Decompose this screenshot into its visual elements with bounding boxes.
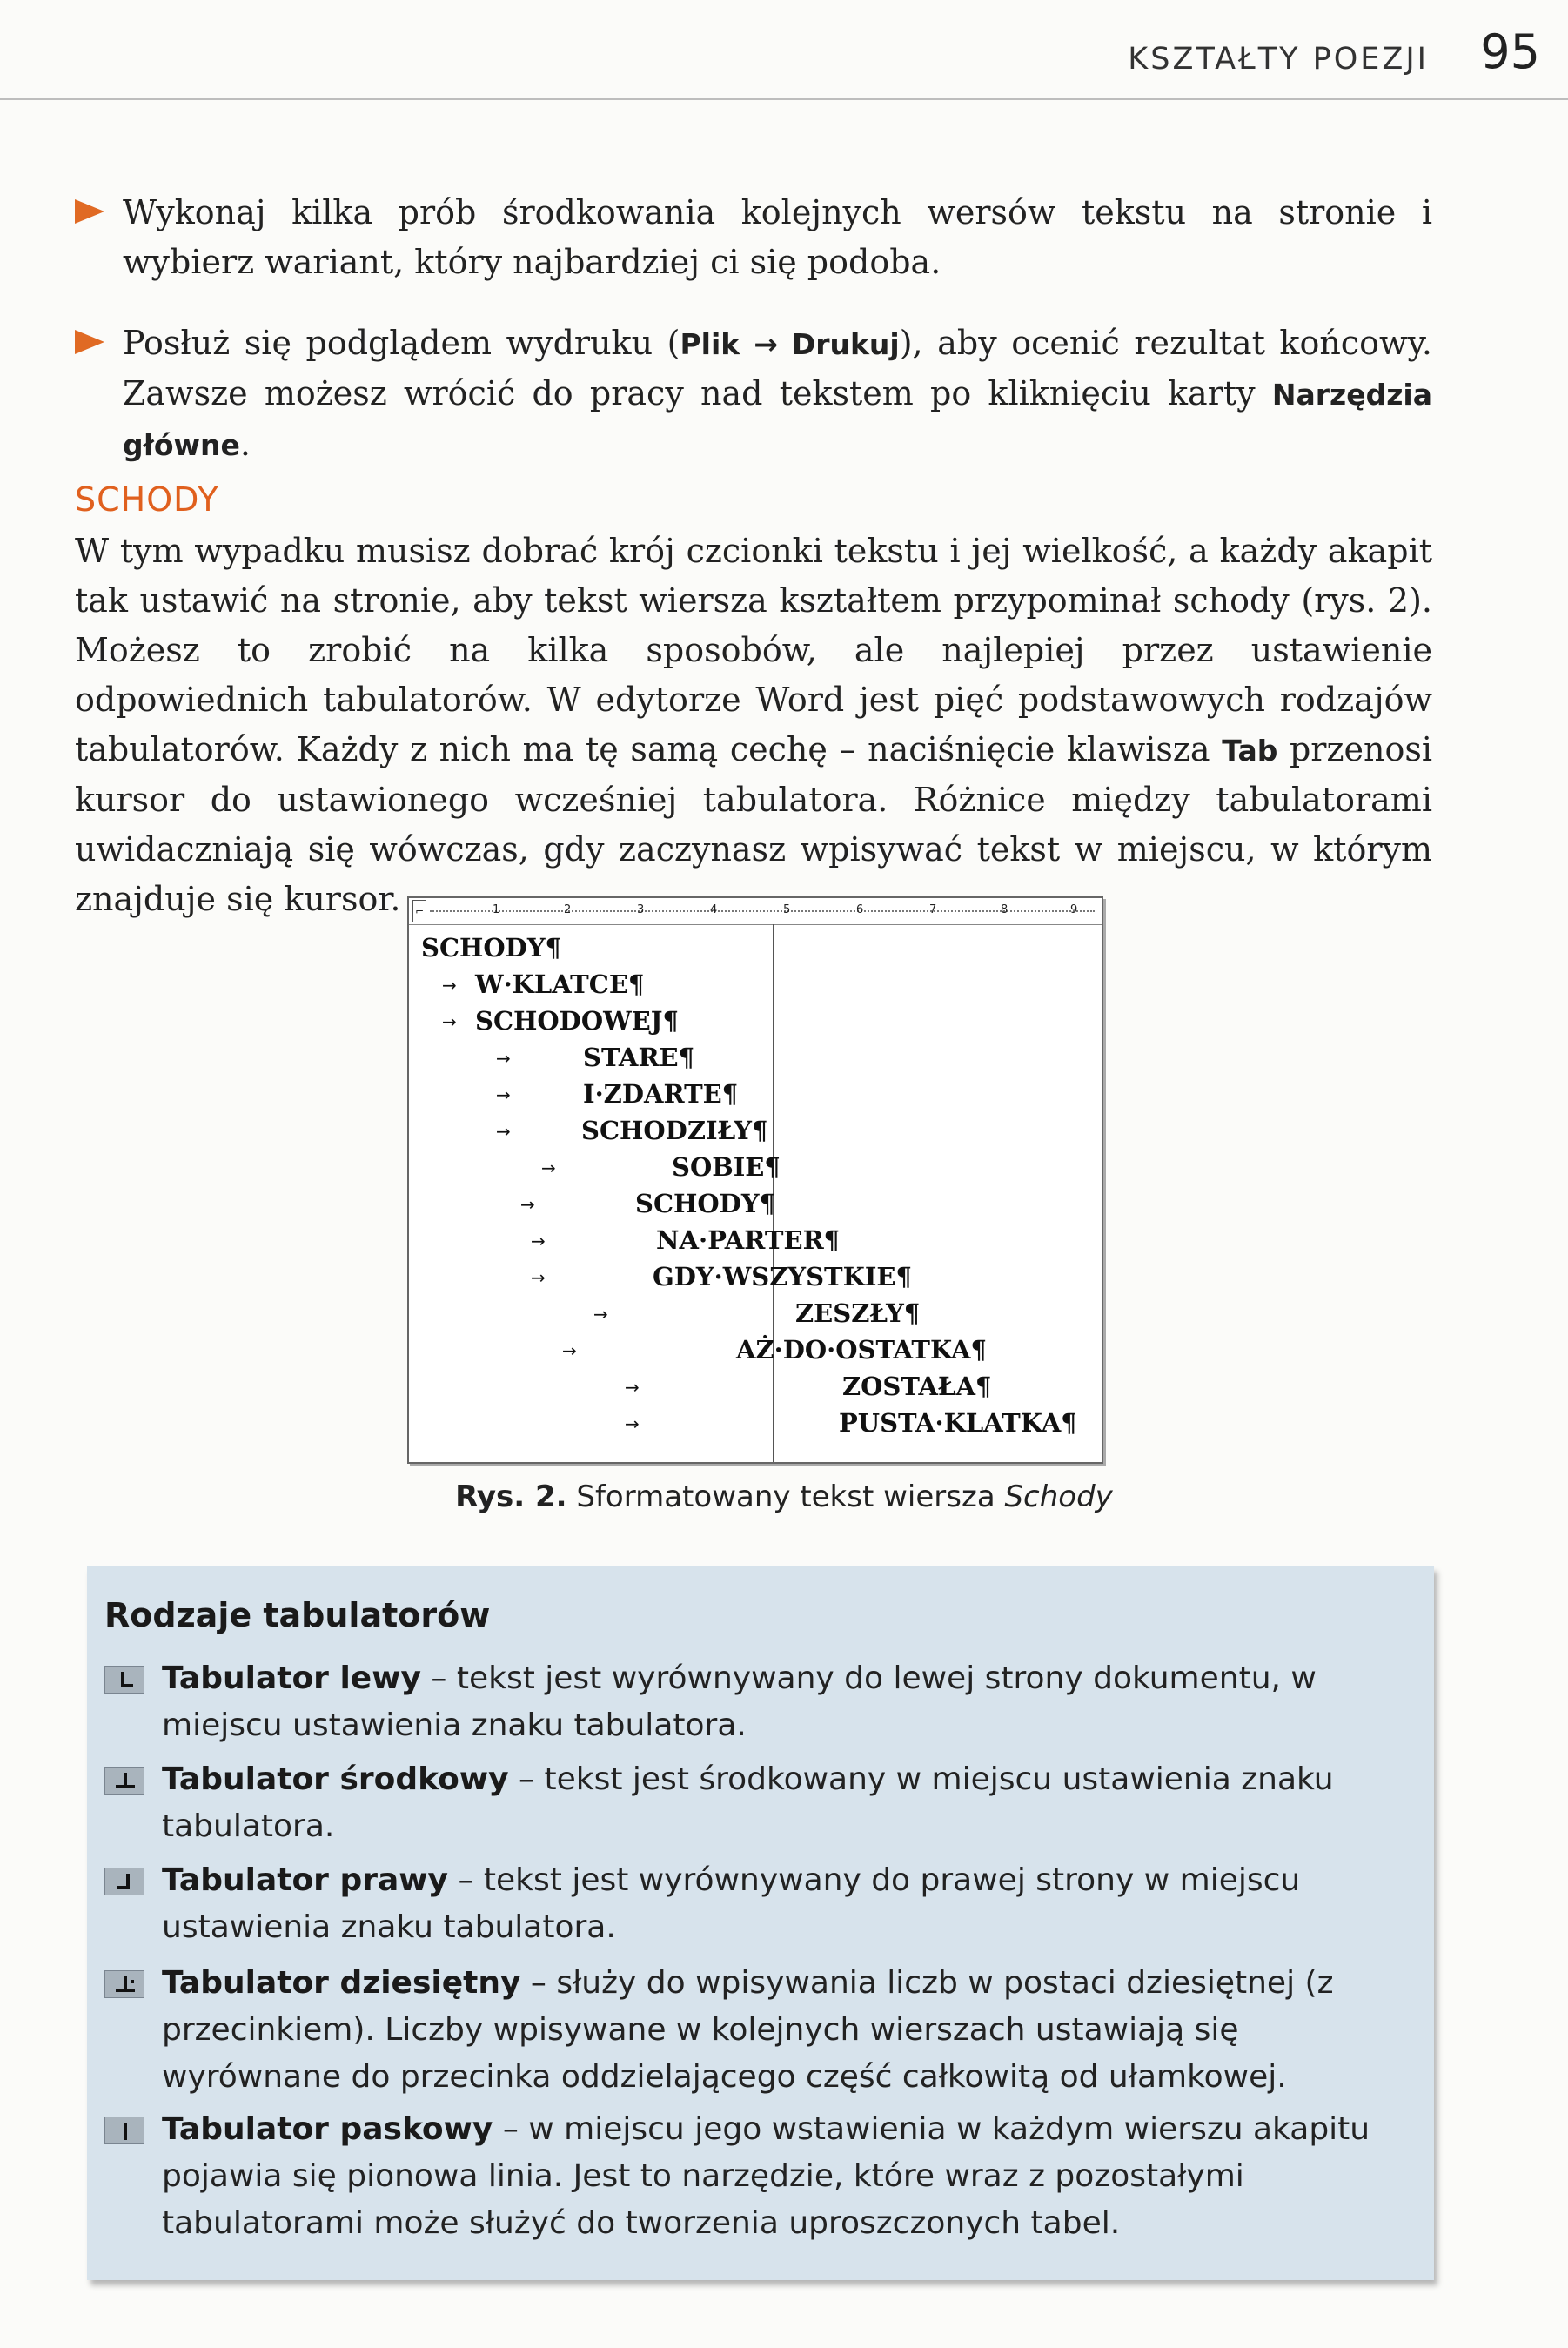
center-tab-icon [104,1767,144,1795]
poem-line: GDY·WSZYSTKIE¶ [653,1262,912,1291]
tab-type-item [104,1960,1410,2101]
tab-arrow-icon: → [442,1011,457,1032]
tab-arrow-icon: → [531,1267,546,1288]
item-name: Tabulator środkowy [162,1761,509,1797]
caption-label: Rys. 2. [455,1479,567,1514]
ruler [409,898,1102,925]
caption-title: Schody [1004,1479,1113,1514]
section-heading: SCHODY [75,480,219,519]
item-desc: – tekst jest wyrównywany do lewej strony dokumentu, w miejscu ustawienia znaku tabulatora. [162,1660,1317,1743]
bullet-text: ), aby ocenić rezultat końcowy. Zawsze możesz wrócić do pracy nad tekstem po kliknięciu karty [123,324,1432,413]
tab-arrow-icon: → [593,1304,608,1325]
poem-line: STARE¶ [583,1043,695,1072]
tab-arrow-icon: → [442,975,457,996]
orange-arrow-icon [75,199,104,224]
ruler-label: 8 [1001,903,1008,916]
tab-name: Narzędzia główne [123,378,1432,462]
item-desc: – służy do wpisywania liczb w postaci dziesiętnej (z przecinkiem). Liczby wpisywane w kolejnych wierszach ustawiają się wyrównane do przecinka oddzielającego część całkowitą od ułamkowej. [162,1965,1334,2095]
tab-arrow-icon: → [531,1231,546,1251]
item-name: Tabulator dziesiętny [162,1965,521,2001]
item-desc: – tekst jest wyrównywany do prawej strony w miejscu ustawienia znaku tabulatora. [162,1862,1301,1945]
key-name: Tab [1222,734,1278,768]
header-rule [0,98,1568,100]
ruler-label: 7 [929,903,937,916]
bullet-text: Posłuż się podglądem wydruku ( [123,324,680,362]
tab-type-item [104,1857,1410,1951]
caption-text: Sformatowany tekst wiersza [566,1479,1005,1514]
left-tab-icon [104,1666,144,1694]
ruler-label: 6 [856,903,864,916]
poem-line: SOBIE¶ [672,1152,781,1182]
running-title: KSZTAŁTY POEZJI [1128,42,1429,77]
orange-arrow-icon [75,330,104,354]
poem-line: ZESZŁY¶ [795,1298,921,1328]
item-name: Tabulator lewy [162,1660,421,1696]
figure-caption [0,1479,1568,1514]
ruler-label: 4 [710,903,718,916]
poem-line: W·KLATCE¶ [475,969,645,999]
paragraph-text: przenosi kursor do ustawionego wcześniej tabulatora. Różnice między tabulatorami uwidaczniają się wówczas, gdy zaczynasz wpisywać tekst w miejscu, w którym znajduje się kursor. [75,730,1432,918]
bullet-item [75,319,1432,470]
item-desc: – tekst jest środkowany w miejscu ustawienia znaku tabulatora. [162,1761,1334,1844]
item-desc: – w miejscu jego wstawienia w każdym wierszu akapitu pojawia się pionowa linia. Jest to narzędzie, które wraz z pozostałymi tabulatorami może służyć do tworzenia uproszczonych tabel. [162,2111,1370,2241]
tab-arrow-icon: → [496,1048,511,1069]
info-box [87,1566,1434,2280]
poem-line: PUSTA·KLATKA¶ [839,1408,1077,1438]
item-name: Tabulator prawy [162,1862,449,1898]
poem-line: SCHODY¶ [421,933,561,963]
ruler-label: 9 [1070,903,1078,916]
tab-arrow-icon: → [562,1340,577,1361]
box-title: Rodzaje tabulatorów [104,1596,491,1634]
tab-arrow-icon: → [496,1121,511,1142]
menu-path: Plik → Drukuj [680,327,900,361]
tab-type-item [104,1756,1410,1850]
poem-line: I·ZDARTE¶ [583,1079,739,1109]
section-paragraph [75,527,1432,924]
bar-tab-icon [104,2117,144,2144]
item-name: Tabulator paskowy [162,2111,493,2147]
tab-type-item [104,1655,1410,1749]
tab-arrow-icon: → [625,1377,640,1398]
poem-line: ZOSTAŁA¶ [842,1372,992,1401]
paragraph-text: W tym wypadku musisz dobrać krój czcionki tekstu i jej wielkość, a każdy akapit tak ustawić na stronie, aby tekst wiersza kształtem przypominał schody (rys. 2). Możesz to zrobić na kilka sposobów, ale najlepiej przez ustawienie odpowiednich tabulatorów. W edytorze Word jest pięć podstawowych rodzajów tabulatorów. Każdy z nich ma tę samą cechę – naciśnięcie klawisza [75,532,1432,768]
tab-arrow-icon: → [541,1157,556,1178]
poem-line: SCHODY¶ [635,1189,775,1218]
poem-line: NA·PARTER¶ [656,1225,841,1255]
right-tab-icon [104,1868,144,1895]
word-screenshot-figure [407,896,1103,1464]
tab-arrow-icon: → [496,1084,511,1105]
poem-line: SCHODOWEJ¶ [475,1006,679,1036]
tab-type-item [104,2106,1410,2247]
bullet-text: . [239,425,251,463]
ruler-label: 5 [783,903,791,916]
ruler-label: 1 [493,903,500,916]
bullet-text: Wykonaj kilka prób środkowania kolejnych wersów tekstu na stronie i wybierz wariant, który najbardziej ci się podoba. [123,193,1432,281]
page-number: 95 [1480,24,1540,79]
tab-arrow-icon: → [625,1413,640,1434]
ruler-label: 3 [637,903,645,916]
page-header [0,0,1568,104]
ruler-label: 2 [564,903,572,916]
tab-selector-icon: ⌐ [412,900,426,922]
poem-line: SCHODZIŁY¶ [581,1116,768,1145]
bullet-item [75,188,1432,287]
poem-line: AŻ·DO·OSTATKA¶ [736,1335,987,1365]
decimal-tab-icon [104,1970,144,1998]
tab-arrow-icon: → [520,1194,535,1215]
ruler-ticks [430,910,1095,916]
